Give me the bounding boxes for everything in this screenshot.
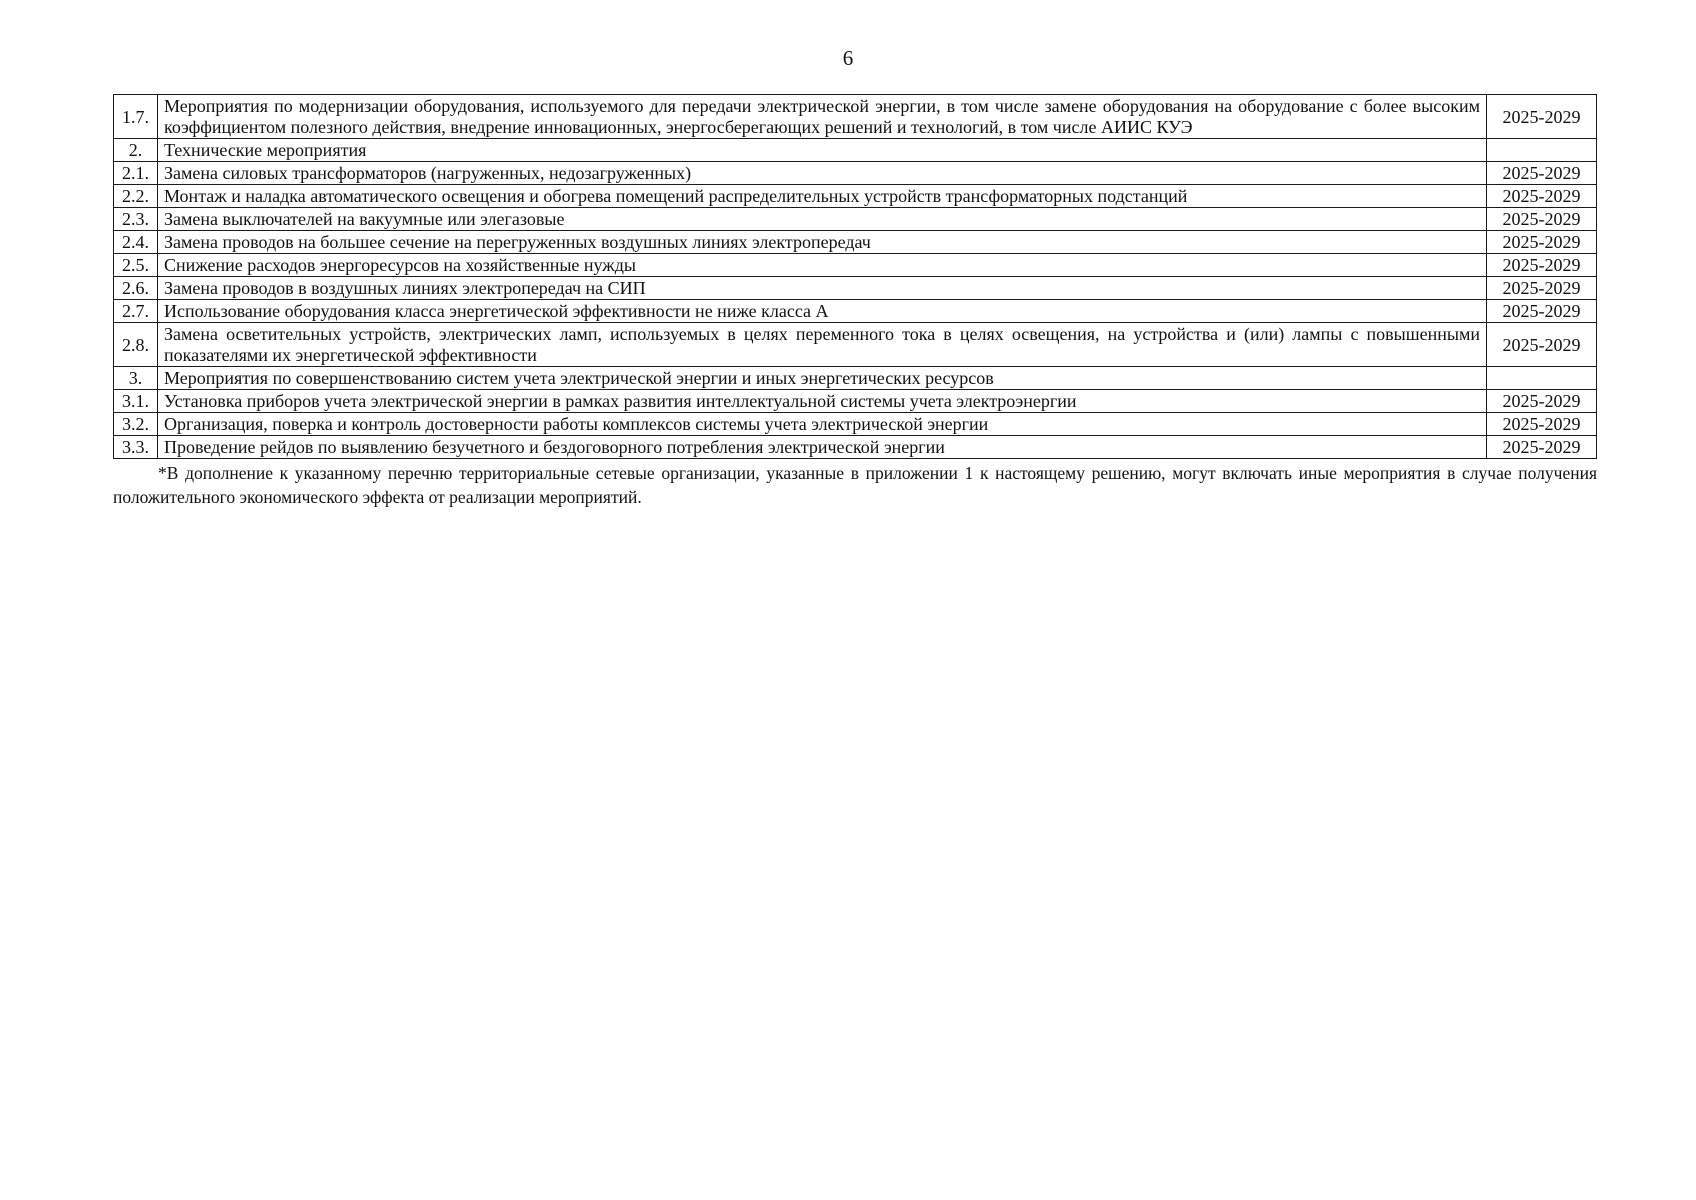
row-number: 3.3. bbox=[114, 436, 158, 459]
table-row bbox=[114, 231, 1597, 254]
row-description: Организация, поверка и контроль достоверности работы комплексов системы учета электрической энергии bbox=[158, 413, 1487, 436]
table-row bbox=[114, 300, 1597, 323]
row-description: Проведение рейдов по выявлению безучетного и бездоговорного потребления электрической энергии bbox=[158, 436, 1487, 459]
row-description: Замена проводов на большее сечение на перегруженных воздушных линиях электропередач bbox=[158, 231, 1487, 254]
row-period: 2025-2029 bbox=[1487, 185, 1597, 208]
footnote: *В дополнение к указанному перечню территориальные сетевые организации, указанные в приложении 1 к настоящему решению, могут включать иные мероприятия в случае получения положительного экономического эффекта от реализации мероприятий. bbox=[113, 463, 1597, 507]
row-period: 2025-2029 bbox=[1487, 254, 1597, 277]
table-row bbox=[114, 139, 1597, 162]
row-description: Использование оборудования класса энергетической эффективности не ниже класса А bbox=[158, 300, 1487, 323]
row-number: 3.2. bbox=[114, 413, 158, 436]
row-description: Снижение расходов энергоресурсов на хозяйственные нужды bbox=[158, 254, 1487, 277]
table-row bbox=[114, 390, 1597, 413]
table-row bbox=[114, 436, 1597, 459]
row-period: 2025-2029 bbox=[1487, 390, 1597, 413]
table-row bbox=[114, 208, 1597, 231]
row-period: 2025-2029 bbox=[1487, 277, 1597, 300]
row-period: 2025-2029 bbox=[1487, 413, 1597, 436]
row-description: Мероприятия по совершенствованию систем учета электрической энергии и иных энергетических ресурсов bbox=[158, 367, 1487, 390]
row-period: 2025-2029 bbox=[1487, 231, 1597, 254]
row-number: 2.2. bbox=[114, 185, 158, 208]
row-description: Технические мероприятия bbox=[158, 139, 1487, 162]
measures-table bbox=[113, 94, 1597, 459]
row-number: 3.1. bbox=[114, 390, 158, 413]
row-number: 2.6. bbox=[114, 277, 158, 300]
row-number: 2.5. bbox=[114, 254, 158, 277]
row-period: 2025-2029 bbox=[1487, 300, 1597, 323]
row-description: Замена силовых трансформаторов (нагруженных, недозагруженных) bbox=[158, 162, 1487, 185]
table-row bbox=[114, 413, 1597, 436]
row-description: Замена выключателей на вакуумные или элегазовые bbox=[158, 208, 1487, 231]
row-period: 2025-2029 bbox=[1487, 95, 1597, 139]
table-row bbox=[114, 95, 1597, 139]
table-row bbox=[114, 323, 1597, 367]
row-description: Мероприятия по модернизации оборудования, используемого для передачи электрической энергии, в том числе замене оборудования на оборудование с более высоким коэффициентом полезного действия, внедрение инновационных, энергосберегающих решений и технологий, в том числе АИИС КУЭ bbox=[158, 95, 1487, 139]
table-row bbox=[114, 185, 1597, 208]
row-period: 2025-2029 bbox=[1487, 436, 1597, 459]
page-number: 6 bbox=[842, 46, 854, 70]
row-number: 3. bbox=[114, 367, 158, 390]
row-period bbox=[1487, 139, 1597, 162]
row-number: 1.7. bbox=[114, 95, 158, 139]
table-row bbox=[114, 254, 1597, 277]
row-period: 2025-2029 bbox=[1487, 323, 1597, 367]
row-number: 2.3. bbox=[114, 208, 158, 231]
row-description: Установка приборов учета электрической энергии в рамках развития интеллектуальной системы учета электроэнергии bbox=[158, 390, 1487, 413]
row-description: Замена проводов в воздушных линиях электропередач на СИП bbox=[158, 277, 1487, 300]
row-number: 2.7. bbox=[114, 300, 158, 323]
row-period: 2025-2029 bbox=[1487, 162, 1597, 185]
row-description: Замена осветительных устройств, электрических ламп, используемых в целях переменного тока в целях освещения, на устройства и (или) лампы с повышенными показателями их энергетической эффективности bbox=[158, 323, 1487, 367]
row-period: 2025-2029 bbox=[1487, 208, 1597, 231]
table-row bbox=[114, 367, 1597, 390]
table-row bbox=[114, 277, 1597, 300]
table-row bbox=[114, 162, 1597, 185]
row-number: 2.8. bbox=[114, 323, 158, 367]
row-period bbox=[1487, 367, 1597, 390]
row-number: 2.4. bbox=[114, 231, 158, 254]
row-number: 2. bbox=[114, 139, 158, 162]
row-description: Монтаж и наладка автоматического освещения и обогрева помещений распределительных устройств трансформаторных подстанций bbox=[158, 185, 1487, 208]
row-number: 2.1. bbox=[114, 162, 158, 185]
